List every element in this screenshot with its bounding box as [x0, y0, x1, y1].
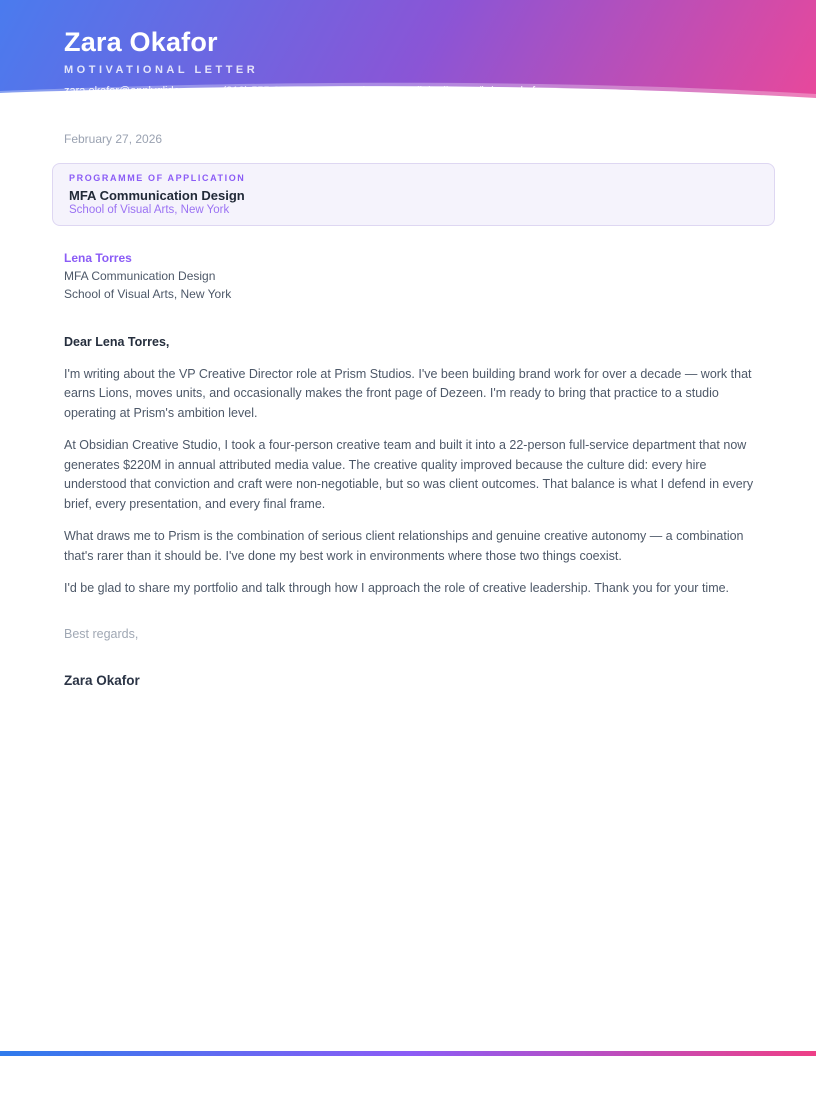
- recipient-name: Lena Torres: [64, 251, 132, 265]
- paragraph-4: I'd be glad to share my portfolio and talk through how I approach the role of creative leadership. Thank you for your time.: [64, 581, 730, 595]
- signature-name: Zara Okafor: [64, 673, 140, 688]
- paragraph-2: At Obsidian Creative Studio, I took a four-person creative team and built it into a 22-person full-service department that now generates $220M in annual attributed media value. The creative quality improved because the culture did: every hire understood that conviction and craft were non-negotiable, but so was client outcomes. That balance is what I defend in every brief, every presentation, and every final frame.: [64, 438, 754, 511]
- programme-box: [52, 163, 775, 226]
- header-bottom-curve: [0, 78, 816, 100]
- letter-date: February 27, 2026: [64, 132, 163, 146]
- closing-line: Best regards,: [64, 626, 139, 641]
- applicant-name: Zara Okafor: [64, 27, 218, 57]
- paragraph-1: I'm writing about the VP Creative Director role at Prism Studios. I've been building brand work for over a decade — work that earns Lions, moves units, and occasionally makes the front page of Dezeen. I'm ready to bring that practice to a studio operating at Prism's ambition level.: [64, 366, 752, 420]
- recipient-program: MFA Communication Design: [64, 269, 216, 283]
- letter-paragraphs: [64, 365, 763, 599]
- letter-body: [0, 132, 816, 689]
- salutation: Dear Lena Torres,: [64, 335, 170, 349]
- footer-gradient-bar: [0, 1051, 816, 1056]
- paragraph-3: What draws me to Prism is the combination of serious client relationships and genuine creative autonomy — a combination that's rarer than it should be. I've done my best work in environments where those two things coexist.: [64, 529, 744, 563]
- recipient-school: School of Visual Arts, New York: [64, 287, 232, 301]
- programme-degree: MFA Communication Design: [69, 188, 245, 203]
- document-type-label: MOTIVATIONAL LETTER: [64, 64, 259, 76]
- recipient-block: [64, 249, 763, 303]
- header-banner: [0, 0, 816, 100]
- programme-label: PROGRAMME OF APPLICATION: [69, 173, 246, 183]
- programme-school: School of Visual Arts, New York: [69, 204, 230, 216]
